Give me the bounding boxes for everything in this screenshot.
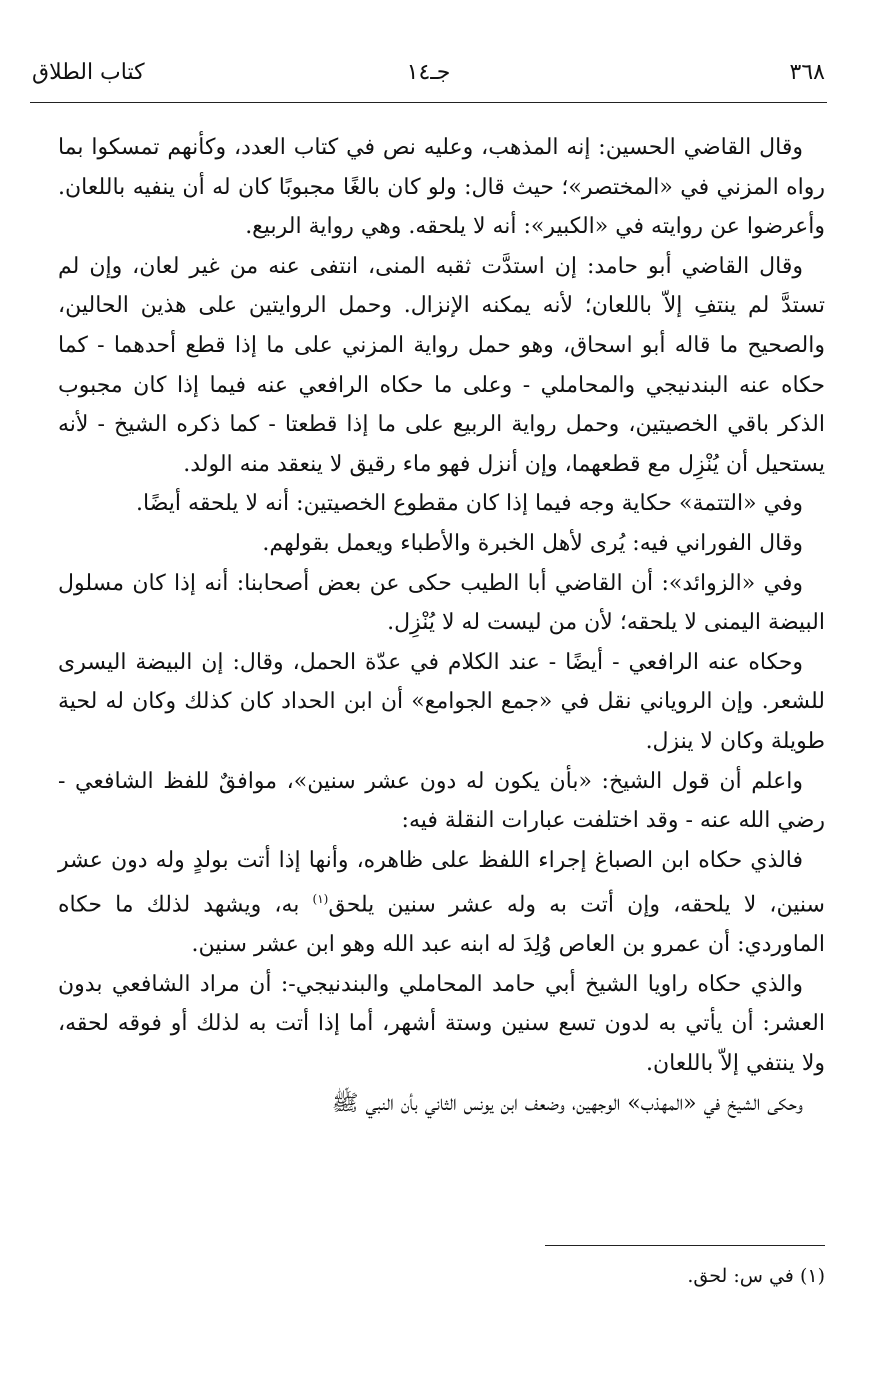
paragraph: وقال الفوراني فيه: يُرى لأهل الخبرة والأطباء ويعمل بقولهم. [262, 530, 803, 556]
footnote-divider [545, 1245, 825, 1246]
main-text [58, 128, 825, 1123]
paragraph: وحكى الشيخ في «المهذب» الوجهين، وضعف ابن يونس الثاني بأن النبي ﷺ [331, 1090, 803, 1116]
paragraph: وحكاه عنه الرافعي - أيضًا - عند الكلام في عدّة الحمل، وقال: إن البيضة اليسرى للشعر. وإن الروياني نقل في «جمع الجوامع» أن ابن الحداد كان كذلك وكان له لحية طويلة وكان لا ينزل. [58, 649, 825, 754]
paragraph: والذي حكاه راويا الشيخ أبي حامد المحاملي والبندنيجي-: أن مراد الشافعي بدون العشر: أن يأتي به لدون تسع سنين وستة أشهر، أما إذا أتت به لذلك أو فوقه لحقه، ولا ينتفي إلاّ باللعان. [58, 971, 825, 1076]
paragraph [58, 841, 825, 965]
header-divider [30, 102, 827, 103]
page-number: ٣٦٨ [789, 60, 825, 85]
paragraph: وفي «التتمة» حكاية وجه فيما إذا كان مقطوع الخصيتين: أنه لا يلحقه أيضًا. [136, 491, 803, 517]
footnote-text: في س: لحق. [687, 1265, 794, 1287]
footnote-reference: (١) [312, 892, 329, 907]
page-header [32, 58, 825, 98]
paragraph: وفي «الزوائد»: أن القاضي أبا الطيب حكى عن بعض أصحابنا: أنه إذا كان مسلول البيضة اليمنى لا يلحقه؛ لأن من ليست له لا يُنْزِل. [58, 570, 825, 636]
volume-label: جـ١٤ [406, 60, 451, 85]
paragraph: وقال القاضي الحسين: إنه المذهب، وعليه نص في كتاب العدد، وكأنهم تمسكوا بما رواه المزني في «المختصر»؛ حيث قال: ولو كان بالغًا مجبوبًا كان له أن ينفيه باللعان. وأعرضوا عن روايته في «الكبير»: أنه لا يلحقه. وهي رواية الربيع. [58, 135, 825, 240]
paragraph-text: به، ويشهد لذلك ما حكاه الماوردي: أن عمرو بن العاص وُلِدَ له ابنه عبد الله وهو ابن عشر سنين. [58, 892, 825, 958]
paragraph: وقال القاضي أبو حامد: إن استدَّت ثقبه المنى، انتفى عنه من غير لعان، وإن لم تستدَّ لم ينتفِ إلاّ باللعان؛ لأنه يمكنه الإنزال. وحمل الروايتين على هذين الحالين، والصحيح ما قاله أبو اسحاق، وهو حمل رواية المزني على ما إذا قطع أحدهما - كما حكاه عنه البندنيجي والمحاملي - وعلى ما حكاه الرافعي عنه فيما إذا كان مجبوب الذكر باقي الخصيتين، وحمل رواية الربيع على ما إذا قطعتا - كما ذكره الشيخ - لأنه يستحيل أن يُنْزِل مع قطعهما، وإن أنزل فهو ماء رقيق لا ينعقد منه الولد. [58, 253, 825, 477]
paragraph-text: فالذي حكاه ابن الصباغ إجراء اللفظ على ظاهره، وأنها إذا أتت بولدٍ وله دون عشر سنين، لا يلحقه، وإن أتت به وله عشر سنين يلحق [58, 847, 825, 918]
footnote-number: (١) [799, 1265, 825, 1287]
book-title: كتاب الطلاق [32, 60, 145, 85]
footnote [60, 1262, 825, 1290]
paragraph: واعلم أن قول الشيخ: «بأن يكون له دون عشر سنين»، موافقٌ للفظ الشافعي - رضي الله عنه - وقد اختلفت عبارات النقلة فيه: [58, 768, 825, 834]
